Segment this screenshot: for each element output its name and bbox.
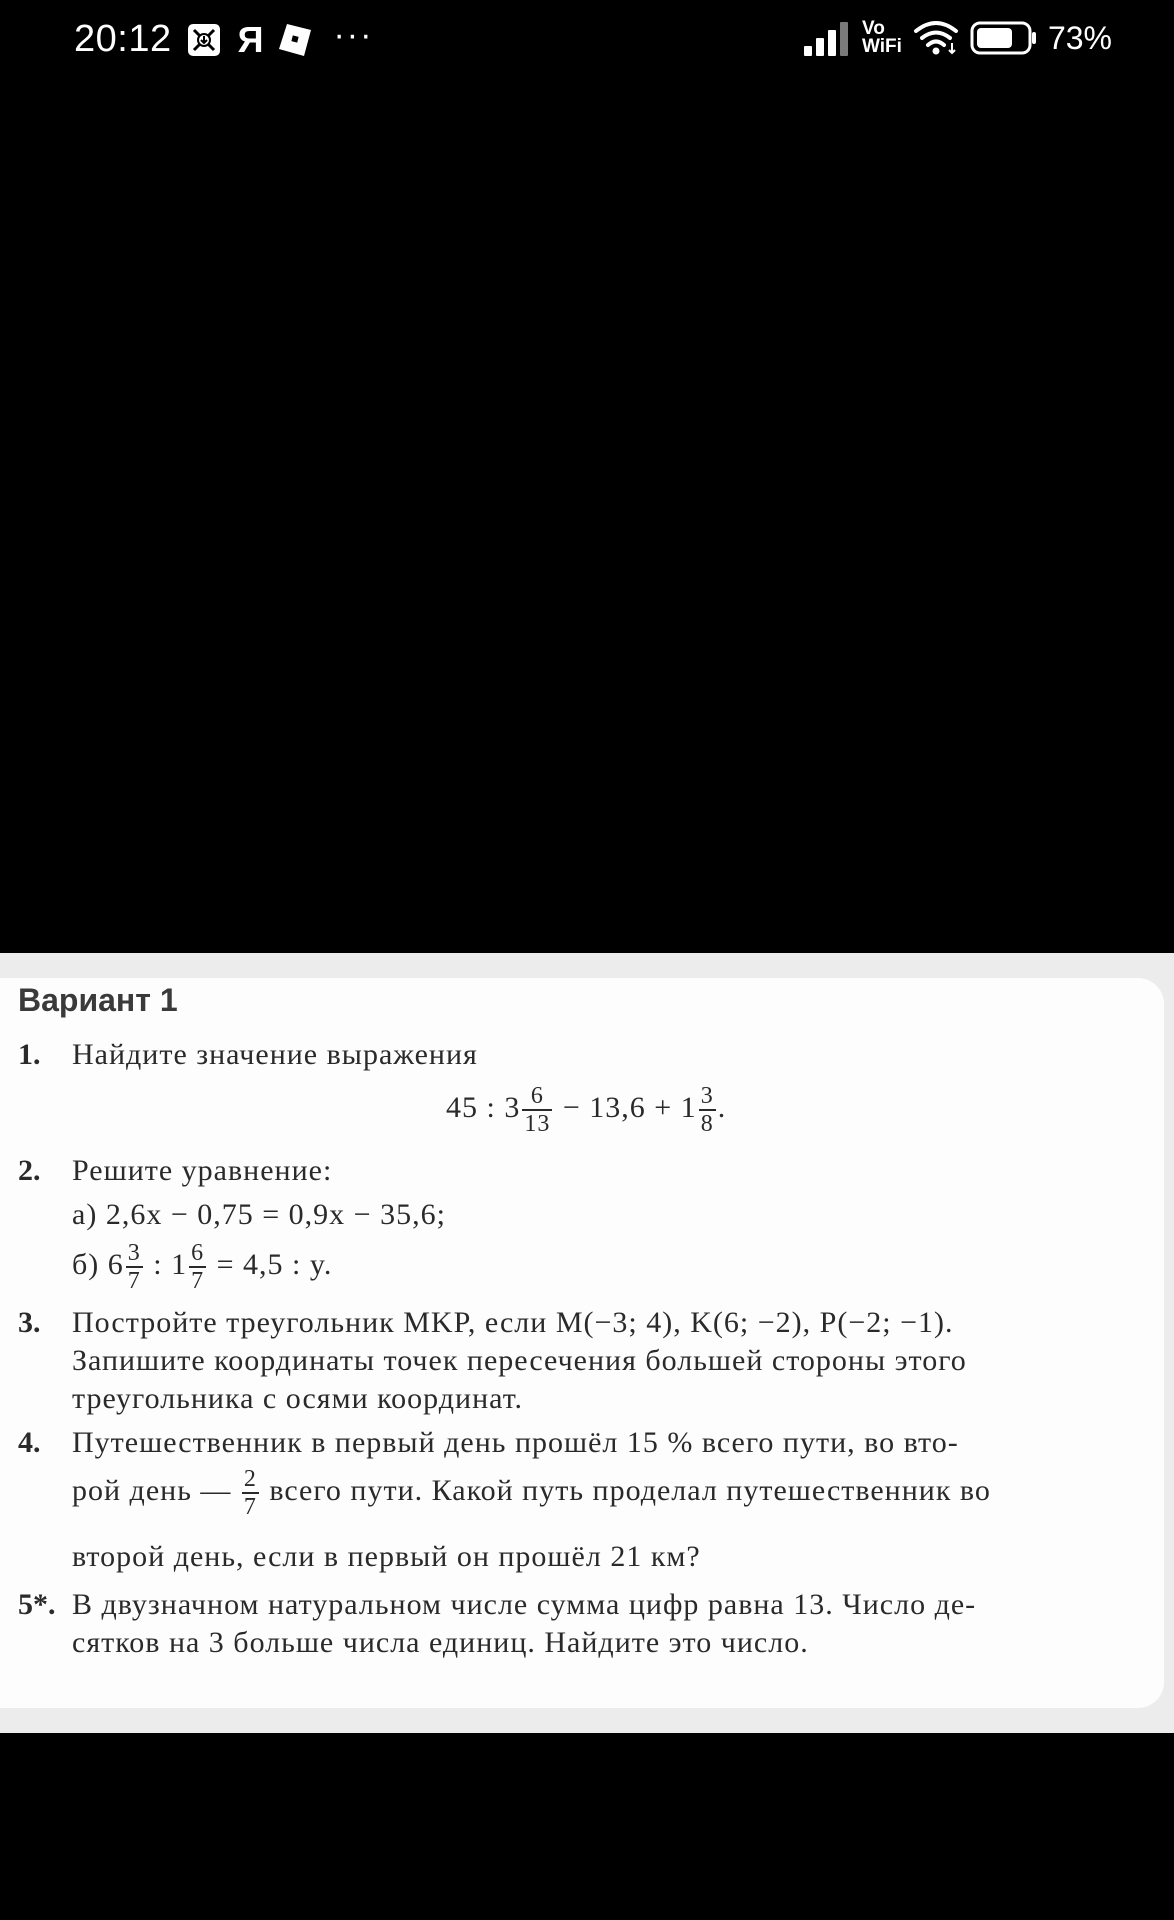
variant-title: Вариант 1 bbox=[18, 982, 178, 1018]
task4-fraction bbox=[242, 1466, 259, 1520]
battery-percent: 73% bbox=[1047, 19, 1112, 56]
task2-a-expression: 2,6x − 0,75 = 0,9x − 35,6; bbox=[105, 1198, 446, 1231]
denominator: 7 bbox=[127, 1268, 141, 1294]
status-bar-left bbox=[74, 18, 373, 61]
numerator: 6 bbox=[522, 1083, 552, 1111]
numerator: 3 bbox=[127, 1240, 141, 1266]
status-bar-right bbox=[802, 18, 1112, 58]
vowifi-indicator bbox=[862, 20, 902, 56]
battery-icon bbox=[970, 20, 1038, 56]
task4-number: 4. bbox=[18, 1426, 41, 1459]
task4-line3: второй день, если в первый он прошёл 21 км? bbox=[72, 1540, 701, 1573]
numerator: 6 bbox=[191, 1240, 205, 1266]
denominator: 7 bbox=[191, 1268, 205, 1294]
denominator: 8 bbox=[700, 1111, 714, 1137]
task1-text: Найдите значение выражения bbox=[72, 1038, 478, 1071]
denominator: 13 bbox=[524, 1111, 551, 1137]
numerator: 3 bbox=[700, 1083, 714, 1109]
download-notification-icon bbox=[186, 22, 222, 58]
task5-number: 5*. bbox=[18, 1588, 56, 1621]
roblox-icon bbox=[277, 22, 313, 58]
status-bar bbox=[0, 0, 1174, 86]
yandex-icon: Я bbox=[237, 18, 264, 60]
vowifi-top: Vo bbox=[862, 18, 885, 39]
task1-expr-part: 45 : 3 bbox=[446, 1090, 521, 1124]
task1-number: 1. bbox=[18, 1038, 41, 1071]
task1-expression bbox=[446, 1083, 726, 1137]
task2-b-label: б) bbox=[72, 1247, 100, 1281]
more-notifications-icon: ··· bbox=[333, 16, 374, 54]
task1-fraction-1 bbox=[522, 1083, 552, 1137]
task2-text: Решите уравнение: bbox=[72, 1154, 333, 1187]
task1-expr-part: − 13,6 + 1 bbox=[554, 1090, 697, 1124]
task2-b-fraction-2 bbox=[189, 1240, 206, 1294]
task2-b-expr-part: 6 bbox=[107, 1247, 124, 1281]
task2-a bbox=[72, 1198, 446, 1232]
signal-icon bbox=[802, 18, 852, 58]
task3-line1: Постройте треугольник MKP, если M(−3; 4), K(6; −2), P(−2; −1). bbox=[72, 1306, 954, 1339]
task2-number: 2. bbox=[18, 1154, 41, 1187]
task3-number: 3. bbox=[18, 1306, 41, 1339]
task1-expr-part: . bbox=[717, 1090, 727, 1124]
task2-a-label: а) bbox=[72, 1198, 98, 1231]
task1-fraction-2 bbox=[699, 1083, 716, 1137]
task5-line1: В двузначном натуральном числе сумма цифр равна 13. Число де- bbox=[72, 1588, 977, 1621]
task4-line2 bbox=[72, 1466, 991, 1520]
task2-b-expr-part: : 1 bbox=[144, 1247, 188, 1281]
task4-line2-end: всего пути. Какой путь проделал путешественник во bbox=[269, 1473, 991, 1507]
vowifi-bottom: WiFi bbox=[862, 36, 902, 57]
denominator: 7 bbox=[243, 1494, 257, 1520]
task2-b bbox=[72, 1240, 332, 1294]
task3-line2: Запишите координаты точек пересечения большей стороны этого bbox=[72, 1344, 967, 1377]
task4-line1: Путешественник в первый день прошёл 15 % всего пути, во вто- bbox=[72, 1426, 959, 1459]
task3-line3: треугольника с осями координат. bbox=[72, 1382, 524, 1415]
task2-b-fraction-1 bbox=[126, 1240, 143, 1294]
task4-line2-start: рой день — bbox=[72, 1473, 232, 1507]
task5-line2: сятков на 3 больше числа единиц. Найдите это число. bbox=[72, 1626, 809, 1659]
clock: 20:12 bbox=[74, 18, 172, 60]
task2-b-expr-part: = 4,5 : y. bbox=[208, 1247, 333, 1281]
numerator: 2 bbox=[243, 1466, 257, 1492]
worksheet-image bbox=[0, 978, 1164, 1708]
wifi-icon bbox=[912, 19, 960, 57]
